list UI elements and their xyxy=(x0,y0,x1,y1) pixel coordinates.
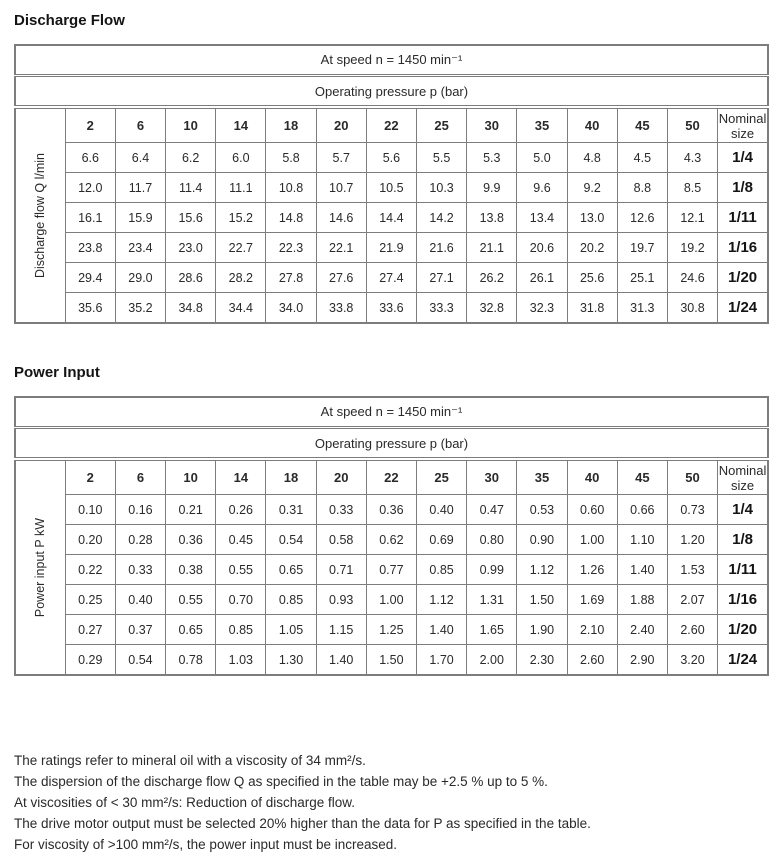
value-cell: 0.80 xyxy=(467,525,517,555)
value-cell: 27.8 xyxy=(266,263,316,293)
value-cell: 35.6 xyxy=(65,293,115,324)
value-cell: 1.69 xyxy=(567,585,617,615)
value-cell: 0.55 xyxy=(166,585,216,615)
value-cell: 0.10 xyxy=(65,495,115,525)
value-cell: 5.0 xyxy=(517,143,567,173)
value-cell: 9.9 xyxy=(467,173,517,203)
value-cell: 2.30 xyxy=(517,645,567,676)
table-row xyxy=(15,555,768,585)
value-cell: 0.40 xyxy=(115,585,165,615)
value-cell: 14.2 xyxy=(417,203,467,233)
power-input-section xyxy=(14,360,769,676)
note-line-4: The drive motor output must be selected 20% higher than the data for P as specified in the table. xyxy=(14,816,591,831)
pressure-column-header: 20 xyxy=(316,107,366,143)
column-header-row xyxy=(15,107,768,143)
value-cell: 0.45 xyxy=(216,525,266,555)
value-cell: 33.8 xyxy=(316,293,366,324)
value-cell: 0.58 xyxy=(316,525,366,555)
pressure-column-header: 6 xyxy=(115,107,165,143)
value-cell: 20.2 xyxy=(567,233,617,263)
table-row xyxy=(15,645,768,676)
value-cell: 23.8 xyxy=(65,233,115,263)
speed-banner: At speed n = 1450 min⁻¹ xyxy=(15,45,768,76)
nominal-size-header: Nominal size xyxy=(718,107,768,143)
value-cell: 2.10 xyxy=(567,615,617,645)
value-cell: 32.3 xyxy=(517,293,567,324)
value-cell: 28.2 xyxy=(216,263,266,293)
pressure-column-header: 25 xyxy=(417,459,467,495)
nominal-size-cell: 1/8 xyxy=(718,525,768,555)
value-cell: 2.60 xyxy=(667,615,717,645)
value-cell: 10.8 xyxy=(266,173,316,203)
value-cell: 2.00 xyxy=(467,645,517,676)
row-axis-label: Power input P kW xyxy=(33,517,48,618)
value-cell: 2.90 xyxy=(617,645,667,676)
pressure-column-header: 2 xyxy=(65,107,115,143)
value-cell: 6.6 xyxy=(65,143,115,173)
speed-banner: At speed n = 1450 min⁻¹ xyxy=(15,397,768,428)
value-cell: 0.66 xyxy=(617,495,667,525)
nominal-size-cell: 1/16 xyxy=(718,233,768,263)
value-cell: 22.3 xyxy=(266,233,316,263)
value-cell: 21.1 xyxy=(467,233,517,263)
nominal-size-header: Nominal size xyxy=(718,459,768,495)
value-cell: 31.3 xyxy=(617,293,667,324)
value-cell: 5.7 xyxy=(316,143,366,173)
value-cell: 1.50 xyxy=(517,585,567,615)
value-cell: 2.07 xyxy=(667,585,717,615)
value-cell: 23.4 xyxy=(115,233,165,263)
value-cell: 3.20 xyxy=(667,645,717,676)
value-cell: 13.4 xyxy=(517,203,567,233)
value-cell: 1.25 xyxy=(366,615,416,645)
value-cell: 20.6 xyxy=(517,233,567,263)
table-row xyxy=(15,203,768,233)
value-cell: 6.0 xyxy=(216,143,266,173)
value-cell: 0.33 xyxy=(316,495,366,525)
value-cell: 12.0 xyxy=(65,173,115,203)
value-cell: 1.05 xyxy=(266,615,316,645)
value-cell: 2.60 xyxy=(567,645,617,676)
value-cell: 0.22 xyxy=(65,555,115,585)
row-axis-label: Discharge flow Q l/min xyxy=(33,152,48,279)
value-cell: 1.10 xyxy=(617,525,667,555)
value-cell: 1.30 xyxy=(266,645,316,676)
note-line-2: The dispersion of the discharge flow Q as specified in the table may be +2.5 % up to 5 %. xyxy=(14,774,548,789)
value-cell: 9.2 xyxy=(567,173,617,203)
value-cell: 0.25 xyxy=(65,585,115,615)
table-row xyxy=(15,525,768,555)
pressure-column-header: 35 xyxy=(517,107,567,143)
nominal-size-cell: 1/20 xyxy=(718,263,768,293)
table-row xyxy=(15,263,768,293)
value-cell: 34.0 xyxy=(266,293,316,324)
value-cell: 10.7 xyxy=(316,173,366,203)
note-line-5: For viscosity of >100 mm²/s, the power input must be increased. xyxy=(14,837,398,852)
pressure-column-header: 40 xyxy=(567,459,617,495)
value-cell: 0.69 xyxy=(417,525,467,555)
value-cell: 11.4 xyxy=(166,173,216,203)
value-cell: 8.5 xyxy=(667,173,717,203)
value-cell: 0.71 xyxy=(316,555,366,585)
nominal-size-cell: 1/11 xyxy=(718,555,768,585)
pressure-column-header: 22 xyxy=(366,459,416,495)
value-cell: 1.31 xyxy=(467,585,517,615)
value-cell: 22.1 xyxy=(316,233,366,263)
discharge-flow-table xyxy=(14,44,769,324)
value-cell: 0.65 xyxy=(266,555,316,585)
value-cell: 0.55 xyxy=(216,555,266,585)
value-cell: 9.6 xyxy=(517,173,567,203)
pressure-banner-row xyxy=(15,428,768,460)
value-cell: 0.53 xyxy=(517,495,567,525)
value-cell: 0.85 xyxy=(266,585,316,615)
power-input-title: Power Input xyxy=(14,364,100,381)
pressure-column-header: 18 xyxy=(266,459,316,495)
pressure-column-header: 30 xyxy=(467,107,517,143)
value-cell: 5.3 xyxy=(467,143,517,173)
pressure-banner: Operating pressure p (bar) xyxy=(15,428,768,460)
value-cell: 1.03 xyxy=(216,645,266,676)
footnotes xyxy=(14,750,769,855)
value-cell: 0.31 xyxy=(266,495,316,525)
value-cell: 14.4 xyxy=(366,203,416,233)
table-row xyxy=(15,233,768,263)
pressure-column-header: 18 xyxy=(266,107,316,143)
value-cell: 0.28 xyxy=(115,525,165,555)
nominal-size-cell: 1/11 xyxy=(718,203,768,233)
value-cell: 16.1 xyxy=(65,203,115,233)
value-cell: 0.54 xyxy=(266,525,316,555)
value-cell: 15.6 xyxy=(166,203,216,233)
value-cell: 26.1 xyxy=(517,263,567,293)
value-cell: 6.4 xyxy=(115,143,165,173)
value-cell: 0.47 xyxy=(467,495,517,525)
value-cell: 2.40 xyxy=(617,615,667,645)
pressure-column-header: 22 xyxy=(366,107,416,143)
pressure-column-header: 35 xyxy=(517,459,567,495)
value-cell: 15.9 xyxy=(115,203,165,233)
value-cell: 0.37 xyxy=(115,615,165,645)
value-cell: 14.8 xyxy=(266,203,316,233)
row-axis-label-cell xyxy=(15,107,65,323)
value-cell: 0.40 xyxy=(417,495,467,525)
value-cell: 1.53 xyxy=(667,555,717,585)
table-row xyxy=(15,173,768,203)
value-cell: 1.12 xyxy=(417,585,467,615)
pressure-column-header: 45 xyxy=(617,459,667,495)
pressure-column-header: 25 xyxy=(417,107,467,143)
value-cell: 31.8 xyxy=(567,293,617,324)
value-cell: 4.3 xyxy=(667,143,717,173)
value-cell: 26.2 xyxy=(467,263,517,293)
value-cell: 34.8 xyxy=(166,293,216,324)
value-cell: 1.00 xyxy=(366,585,416,615)
nominal-size-cell: 1/24 xyxy=(718,293,768,324)
value-cell: 13.8 xyxy=(467,203,517,233)
pressure-column-header: 20 xyxy=(316,459,366,495)
value-cell: 21.9 xyxy=(366,233,416,263)
value-cell: 0.60 xyxy=(567,495,617,525)
value-cell: 1.12 xyxy=(517,555,567,585)
pressure-column-header: 6 xyxy=(115,459,165,495)
table-row xyxy=(15,293,768,324)
value-cell: 0.73 xyxy=(667,495,717,525)
note-line-1: The ratings refer to mineral oil with a viscosity of 34 mm²/s. xyxy=(14,753,366,768)
value-cell: 33.3 xyxy=(417,293,467,324)
pressure-banner: Operating pressure p (bar) xyxy=(15,76,768,108)
value-cell: 1.90 xyxy=(517,615,567,645)
value-cell: 0.62 xyxy=(366,525,416,555)
value-cell: 29.4 xyxy=(65,263,115,293)
value-cell: 25.1 xyxy=(617,263,667,293)
value-cell: 25.6 xyxy=(567,263,617,293)
value-cell: 19.7 xyxy=(617,233,667,263)
value-cell: 0.85 xyxy=(417,555,467,585)
value-cell: 13.0 xyxy=(567,203,617,233)
value-cell: 0.36 xyxy=(166,525,216,555)
value-cell: 1.40 xyxy=(617,555,667,585)
value-cell: 10.3 xyxy=(417,173,467,203)
pressure-column-header: 30 xyxy=(467,459,517,495)
nominal-size-cell: 1/24 xyxy=(718,645,768,676)
value-cell: 1.50 xyxy=(366,645,416,676)
value-cell: 5.6 xyxy=(366,143,416,173)
value-cell: 0.26 xyxy=(216,495,266,525)
value-cell: 30.8 xyxy=(667,293,717,324)
discharge-flow-section xyxy=(14,8,769,324)
value-cell: 0.29 xyxy=(65,645,115,676)
value-cell: 0.54 xyxy=(115,645,165,676)
nominal-size-cell: 1/4 xyxy=(718,495,768,525)
value-cell: 12.6 xyxy=(617,203,667,233)
value-cell: 0.85 xyxy=(216,615,266,645)
nominal-size-cell: 1/4 xyxy=(718,143,768,173)
value-cell: 1.00 xyxy=(567,525,617,555)
table-row xyxy=(15,585,768,615)
note-line-3: At viscosities of < 30 mm²/s: Reduction of discharge flow. xyxy=(14,795,356,810)
value-cell: 0.21 xyxy=(166,495,216,525)
value-cell: 4.5 xyxy=(617,143,667,173)
value-cell: 1.15 xyxy=(316,615,366,645)
value-cell: 0.38 xyxy=(166,555,216,585)
table-row xyxy=(15,143,768,173)
column-header-row xyxy=(15,459,768,495)
value-cell: 10.5 xyxy=(366,173,416,203)
value-cell: 0.65 xyxy=(166,615,216,645)
value-cell: 1.65 xyxy=(467,615,517,645)
value-cell: 21.6 xyxy=(417,233,467,263)
value-cell: 0.16 xyxy=(115,495,165,525)
value-cell: 23.0 xyxy=(166,233,216,263)
value-cell: 27.6 xyxy=(316,263,366,293)
pressure-column-header: 14 xyxy=(216,459,266,495)
value-cell: 27.4 xyxy=(366,263,416,293)
value-cell: 28.6 xyxy=(166,263,216,293)
value-cell: 1.20 xyxy=(667,525,717,555)
value-cell: 0.70 xyxy=(216,585,266,615)
value-cell: 0.36 xyxy=(366,495,416,525)
value-cell: 29.0 xyxy=(115,263,165,293)
pressure-column-header: 40 xyxy=(567,107,617,143)
pressure-banner-row xyxy=(15,76,768,108)
value-cell: 35.2 xyxy=(115,293,165,324)
discharge-flow-title: Discharge Flow xyxy=(14,12,125,29)
value-cell: 15.2 xyxy=(216,203,266,233)
value-cell: 11.1 xyxy=(216,173,266,203)
pressure-column-header: 2 xyxy=(65,459,115,495)
pressure-column-header: 45 xyxy=(617,107,667,143)
value-cell: 1.70 xyxy=(417,645,467,676)
value-cell: 4.8 xyxy=(567,143,617,173)
pressure-column-header: 14 xyxy=(216,107,266,143)
value-cell: 34.4 xyxy=(216,293,266,324)
value-cell: 5.8 xyxy=(266,143,316,173)
nominal-size-cell: 1/8 xyxy=(718,173,768,203)
nominal-size-cell: 1/16 xyxy=(718,585,768,615)
value-cell: 11.7 xyxy=(115,173,165,203)
value-cell: 1.40 xyxy=(417,615,467,645)
table-row xyxy=(15,615,768,645)
pressure-column-header: 50 xyxy=(667,459,717,495)
value-cell: 0.93 xyxy=(316,585,366,615)
value-cell: 0.33 xyxy=(115,555,165,585)
value-cell: 24.6 xyxy=(667,263,717,293)
value-cell: 0.78 xyxy=(166,645,216,676)
speed-banner-row xyxy=(15,45,768,76)
value-cell: 0.90 xyxy=(517,525,567,555)
value-cell: 14.6 xyxy=(316,203,366,233)
speed-banner-row xyxy=(15,397,768,428)
value-cell: 1.26 xyxy=(567,555,617,585)
table-row xyxy=(15,495,768,525)
value-cell: 19.2 xyxy=(667,233,717,263)
value-cell: 1.88 xyxy=(617,585,667,615)
value-cell: 8.8 xyxy=(617,173,667,203)
value-cell: 0.77 xyxy=(366,555,416,585)
power-input-table xyxy=(14,396,769,676)
nominal-size-cell: 1/20 xyxy=(718,615,768,645)
value-cell: 0.20 xyxy=(65,525,115,555)
value-cell: 12.1 xyxy=(667,203,717,233)
value-cell: 32.8 xyxy=(467,293,517,324)
pressure-column-header: 10 xyxy=(166,107,216,143)
value-cell: 0.99 xyxy=(467,555,517,585)
pressure-column-header: 10 xyxy=(166,459,216,495)
value-cell: 6.2 xyxy=(166,143,216,173)
value-cell: 33.6 xyxy=(366,293,416,324)
value-cell: 5.5 xyxy=(417,143,467,173)
value-cell: 1.40 xyxy=(316,645,366,676)
value-cell: 27.1 xyxy=(417,263,467,293)
row-axis-label-cell xyxy=(15,459,65,675)
value-cell: 0.27 xyxy=(65,615,115,645)
value-cell: 22.7 xyxy=(216,233,266,263)
pressure-column-header: 50 xyxy=(667,107,717,143)
